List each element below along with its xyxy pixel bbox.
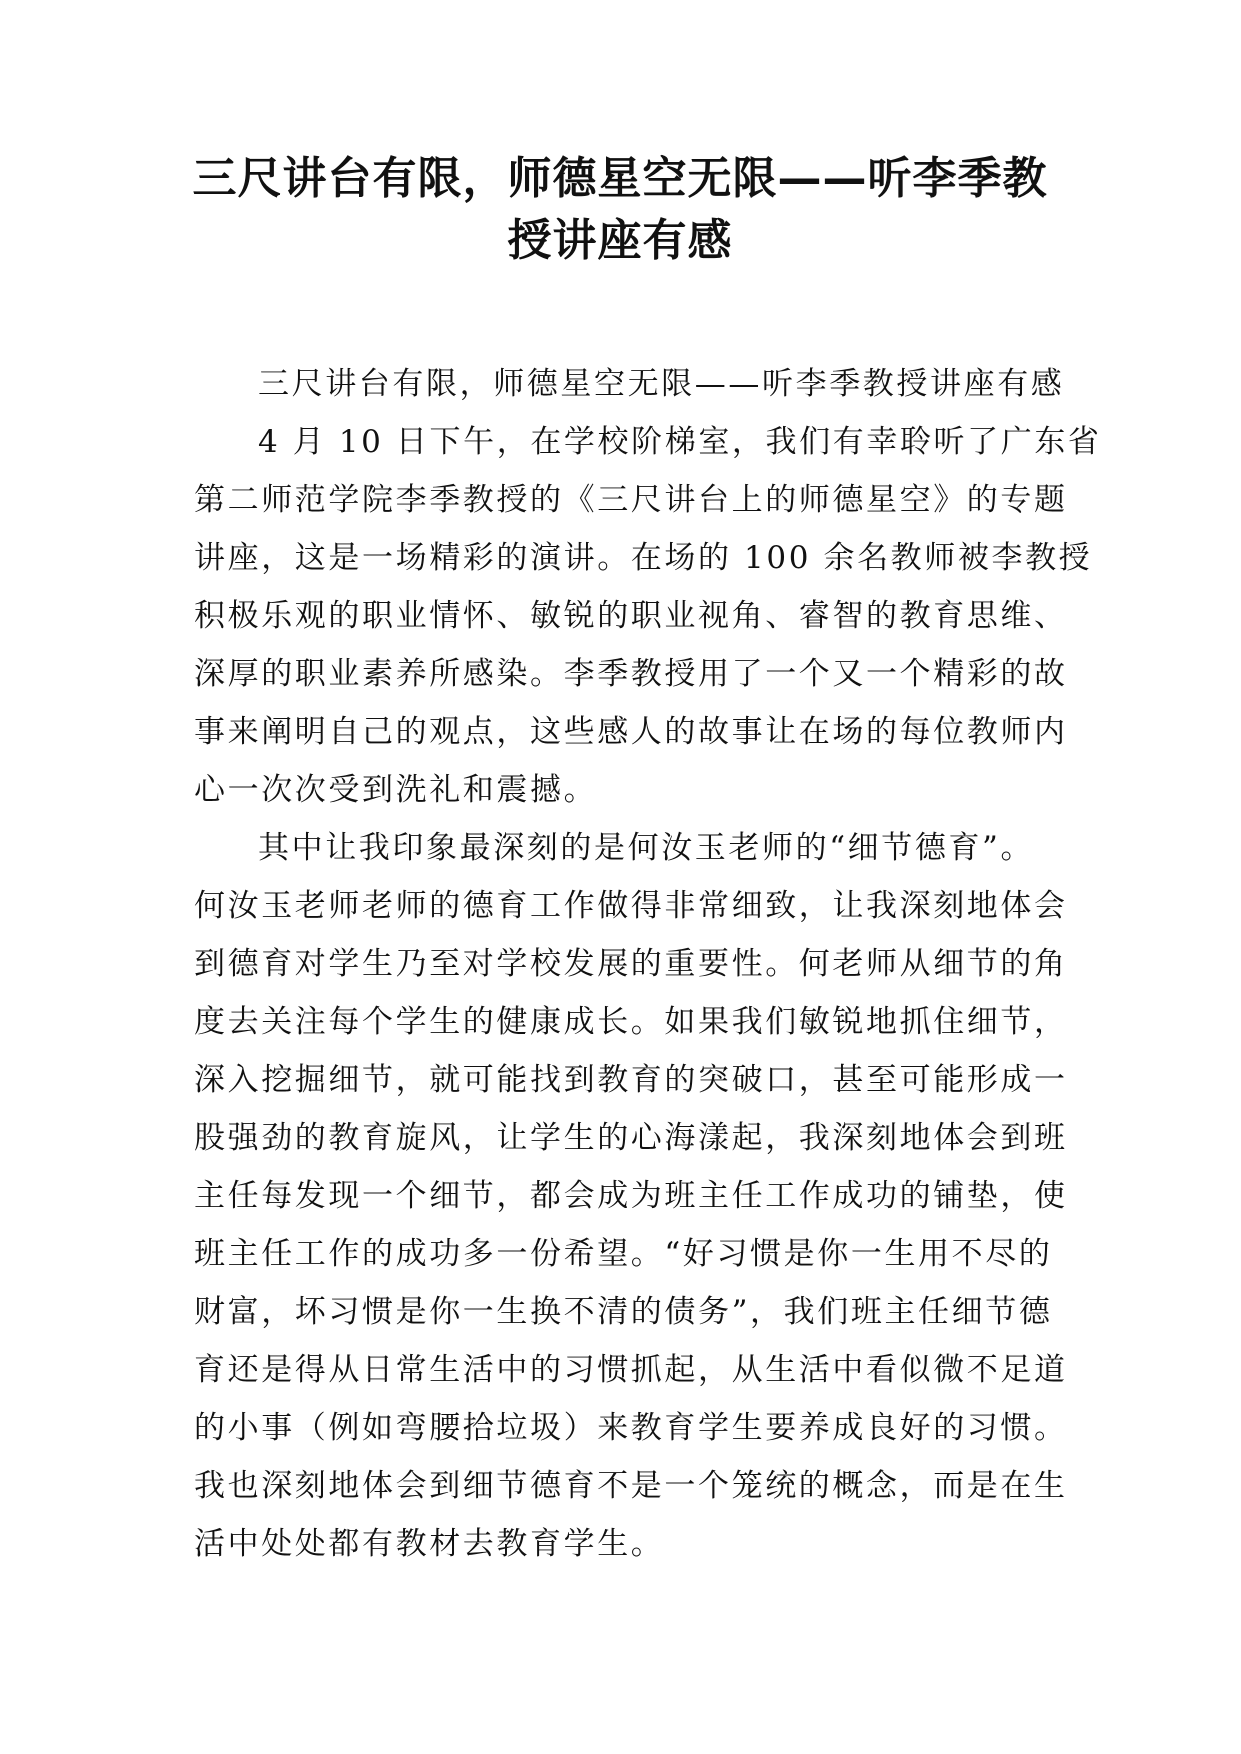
paragraph-line: 事来阐明自己的观点，这些感人的故事让在场的每位教师内	[194, 714, 1068, 750]
paragraph-line: 活中处处都有教材去教育学生。	[194, 1526, 665, 1562]
paragraph-line: 积极乐观的职业情怀、敏锐的职业视角、睿智的教育思维、	[194, 598, 1068, 634]
document-title	[180, 148, 1060, 272]
paragraph-line: 其中让我印象最深刻的是何汝玉老师的“细节德育”。	[258, 830, 1035, 866]
paragraph-line: 度去关注每个学生的健康成长。如果我们敏锐地抓住细节，	[194, 1004, 1068, 1040]
paragraph-line: 我也深刻地体会到细节德育不是一个笼统的概念，而是在生	[194, 1468, 1068, 1504]
paragraph-line: 主任每发现一个细节，都会成为班主任工作成功的铺垫，使	[194, 1178, 1068, 1214]
paragraph-line: 心一次次受到洗礼和震撼。	[194, 772, 598, 808]
paragraph-line: 的小事（例如弯腰拾垃圾）来教育学生要养成良好的习惯。	[194, 1410, 1068, 1446]
paragraph-line: 财富，坏习惯是你一生换不清的债务”，我们班主任细节德	[194, 1294, 1053, 1330]
paragraph-line: 股强劲的教育旋风，让学生的心海漾起，我深刻地体会到班	[194, 1120, 1068, 1156]
paragraph-line: 班主任工作的成功多一份希望。“好习惯是你一生用不尽的	[194, 1236, 1053, 1272]
paragraph-line: 三尺讲台有限，师德星空无限——听李季教授讲座有感	[258, 366, 1065, 402]
paragraph-line: 4 月 10 日下午，在学校阶梯室，我们有幸聆听了广东省	[258, 424, 1102, 460]
paragraph-line: 何汝玉老师老师的德育工作做得非常细致，让我深刻地体会	[194, 888, 1068, 924]
paragraph	[194, 413, 1102, 819]
paragraph	[194, 355, 1074, 413]
paragraph	[194, 819, 1074, 1573]
title-line: 授讲座有感	[507, 215, 733, 266]
title-line: 三尺讲台有限，师德星空无限——听李季教	[192, 153, 1048, 204]
paragraph-line: 第二师范学院李季教授的《三尺讲台上的师德星空》的专题	[194, 482, 1068, 518]
paragraph-line: 育还是得从日常生活中的习惯抓起，从生活中看似微不足道	[194, 1352, 1068, 1388]
paragraph-line: 到德育对学生乃至对学校发展的重要性。何老师从细节的角	[194, 946, 1068, 982]
paragraph-line: 深入挖掘细节，就可能找到教育的突破口，甚至可能形成一	[194, 1062, 1068, 1098]
document-body	[194, 355, 1102, 1573]
paragraph-line: 讲座，这是一场精彩的演讲。在场的 100 余名教师被李教授	[194, 540, 1093, 576]
paragraph-line: 深厚的职业素养所感染。李季教授用了一个又一个精彩的故	[194, 656, 1068, 692]
